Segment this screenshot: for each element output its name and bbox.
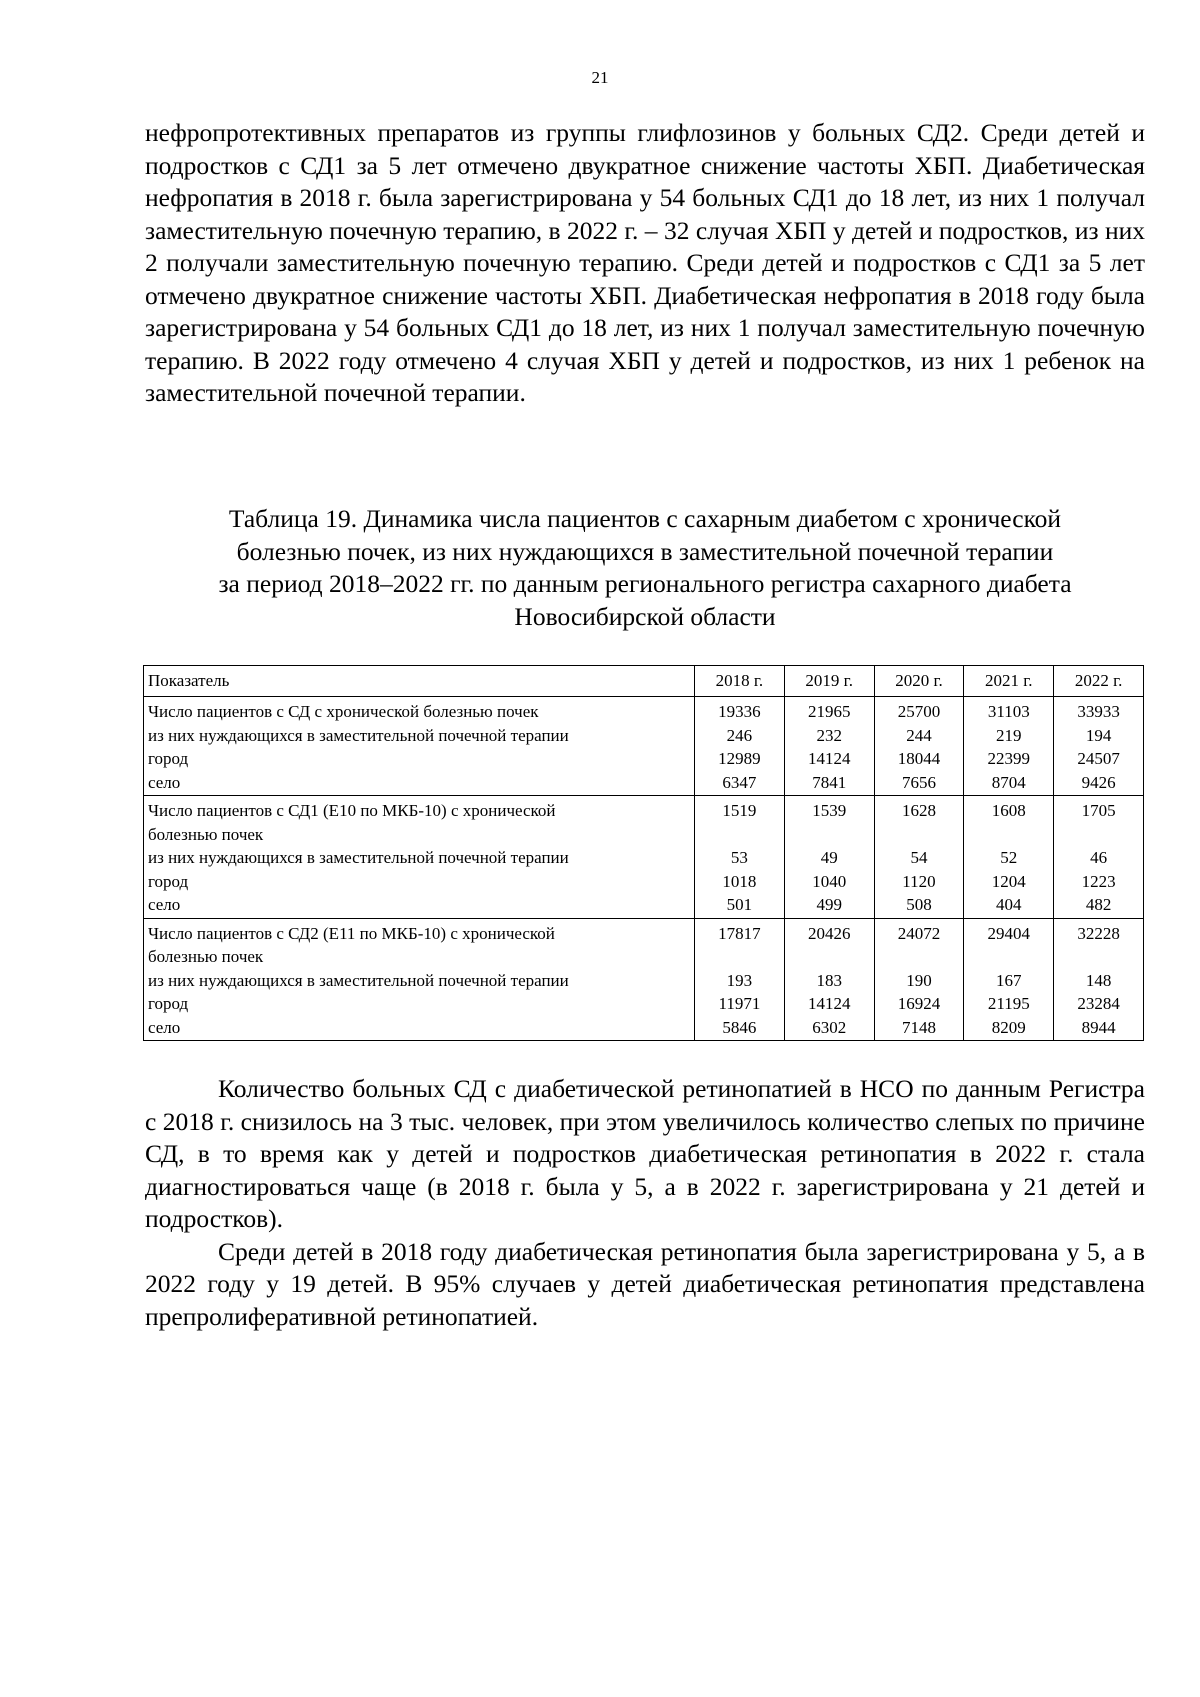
value: 194	[1085, 725, 1112, 745]
value-cell	[784, 796, 874, 919]
intro-section	[145, 117, 1145, 410]
value: 24507	[1077, 749, 1120, 768]
value-spacer	[699, 945, 780, 969]
value-cell	[1054, 918, 1144, 1041]
value: 19336	[718, 702, 761, 721]
value: 1018	[722, 871, 757, 891]
value: 32228	[1077, 923, 1120, 943]
value: 17817	[718, 923, 761, 943]
value: 5846	[722, 1017, 757, 1037]
value: 23284	[1077, 994, 1120, 1013]
value: 193	[726, 970, 753, 990]
value: 14124	[807, 994, 851, 1013]
page-number: 21	[591, 68, 609, 87]
value: 404	[996, 895, 1022, 914]
table-caption-line: Таблица 19. Динамика числа пациентов с сахарным диабетом с хронической	[228, 504, 1062, 533]
row-label-line: из них нуждающихся в заместительной почечной терапии	[148, 725, 569, 745]
value: 31103	[987, 702, 1030, 721]
row-label-line: город	[148, 749, 189, 768]
value-spacer	[968, 823, 1049, 847]
value-spacer	[879, 823, 960, 847]
value-cell	[784, 918, 874, 1041]
row-label-line: село	[148, 772, 181, 792]
row-label-line: болезнью почек	[148, 824, 264, 844]
value: 25700	[897, 702, 941, 721]
value: 1040	[812, 871, 847, 891]
value: 1120	[902, 871, 936, 891]
value-spacer	[1058, 823, 1139, 847]
row-label-line: из них нуждающихся в заместительной почечной терапии	[148, 970, 569, 990]
value: 8944	[1081, 1017, 1116, 1037]
data-table	[143, 665, 1144, 1041]
value: 232	[816, 725, 842, 745]
value-cell	[964, 918, 1054, 1041]
value: 22399	[987, 749, 1031, 768]
value: 190	[906, 970, 932, 990]
value-cell	[1054, 697, 1144, 796]
value: 21965	[807, 702, 851, 721]
value-cell	[784, 697, 874, 796]
value: 29404	[987, 923, 1031, 943]
table-row	[144, 796, 1144, 919]
value: 244	[906, 725, 932, 745]
header-cell-year: 2020 г.	[874, 666, 964, 697]
value: 501	[726, 895, 753, 914]
value: 16924	[897, 994, 941, 1013]
value: 7148	[901, 1017, 936, 1037]
value: 7656	[901, 772, 936, 792]
body-paragraph: Количество больных СД с диабетической ретинопатией в НСО по данным Регистра с 2018 г. снизилось на 3 тыс. человек, при этом увеличилось количество слепых по причине СД, в то время как у детей и подростков диабетическая ретинопатия в 2022 г. стала диагностироваться чаще (в 2018 г. была у 5, а в 2022 г. зарегистрирована у 21 детей и подростков).	[145, 1074, 1145, 1233]
value-cell	[874, 918, 964, 1041]
value: 148	[1085, 970, 1112, 990]
value: 482	[1085, 895, 1112, 914]
row-label-cell	[144, 697, 695, 796]
row-label-line: село	[148, 1017, 181, 1037]
value: 24072	[897, 923, 941, 943]
row-label-cell	[144, 796, 695, 919]
value-spacer	[968, 945, 1049, 969]
value: 20426	[807, 923, 851, 943]
value: 1608	[991, 801, 1026, 820]
row-label-line: Число пациентов с СД1 (Е10 по МКБ-10) с хронической	[148, 801, 556, 820]
value: 52	[1000, 848, 1018, 867]
table-header-row	[144, 666, 1144, 697]
intro-paragraph: нефропротективных препаратов из группы глифлозинов у больных СД2. Среди детей и подростков с СД1 за 5 лет отмечено двукратное снижение частоты ХБП. Диабетическая нефропатия в 2018 г. была зарегистрирована у 54 больных СД1 до 18 лет, из них 1 получал заместительную почечную терапию, в 2022 г. – 32 случая ХБП у детей и подростков, из них 2 получали заместительную почечную терапию. Среди детей и подростков с СД1 за 5 лет отмечено двукратное снижение частоты ХБП. Диабетическая нефропатия в 2018 году была зарегистрирована у 54 больных СД1 до 18 лет, из них 1 получал заместительную почечную терапию. В 2022 году отмечено 4 случая ХБП у детей и подростков, из них 1 ребенок на заместительной почечной терапии.	[145, 118, 1145, 407]
table-caption-line: болезнью почек, из них нуждающихся в заместительной почечной терапии	[236, 536, 1054, 566]
value: 12989	[718, 749, 761, 768]
value: 54	[910, 848, 928, 867]
row-label-line: город	[148, 871, 189, 891]
value: 1539	[812, 801, 847, 820]
value-spacer	[699, 823, 780, 847]
row-label-line: болезнью почек	[148, 947, 264, 966]
value: 49	[820, 848, 838, 867]
row-label-line: из них нуждающихся в заместительной почечной терапии	[148, 848, 569, 867]
value: 508	[906, 895, 932, 914]
value-cell	[874, 796, 964, 919]
value-spacer	[1058, 945, 1139, 969]
value: 1705	[1081, 801, 1116, 820]
value: 1519	[722, 801, 757, 820]
value: 8209	[991, 1017, 1026, 1037]
value: 499	[816, 895, 842, 914]
value: 167	[996, 970, 1022, 990]
value: 11971	[718, 994, 761, 1013]
table-row	[144, 697, 1144, 796]
row-label-line: село	[148, 895, 181, 914]
table-row	[144, 918, 1144, 1041]
value-cell	[695, 796, 785, 919]
row-label-cell	[144, 918, 695, 1041]
value-cell	[964, 796, 1054, 919]
value: 8704	[991, 772, 1026, 792]
value: 46	[1090, 848, 1108, 867]
value: 1628	[901, 801, 936, 820]
value-spacer	[789, 945, 870, 969]
value: 6347	[722, 772, 757, 792]
value-cell	[695, 918, 785, 1041]
value: 21195	[987, 994, 1030, 1013]
value: 53	[730, 848, 748, 867]
value: 6302	[812, 1017, 847, 1037]
value-cell	[695, 697, 785, 796]
header-cell-indicator: Показатель	[144, 666, 695, 697]
table-caption-line: Новосибирской области	[514, 601, 776, 631]
value: 33933	[1077, 702, 1120, 721]
value: 183	[816, 970, 842, 990]
value-cell	[874, 697, 964, 796]
header-cell-year: 2019 г.	[784, 666, 874, 697]
value: 14124	[807, 749, 851, 768]
header-cell-year: 2022 г.	[1054, 666, 1144, 697]
header-cell-year: 2018 г.	[695, 666, 785, 697]
row-label-line: город	[148, 994, 189, 1013]
row-label-line: Число пациентов с СД2 (Е11 по МКБ-10) с хронической	[148, 923, 555, 943]
value-cell	[964, 697, 1054, 796]
value: 18044	[897, 749, 941, 768]
value-spacer	[879, 945, 960, 969]
value-spacer	[789, 823, 870, 847]
header-cell-year: 2021 г.	[964, 666, 1054, 697]
value-cell	[1054, 796, 1144, 919]
value: 1204	[991, 871, 1026, 891]
table-caption	[145, 503, 1145, 633]
row-label-line: Число пациентов с СД с хронической болезнью почек	[148, 702, 539, 721]
value: 219	[996, 725, 1022, 745]
table-caption-line: за период 2018–2022 гг. по данным регионального регистра сахарного диабета	[218, 569, 1072, 598]
outro-section	[145, 1073, 1145, 1333]
body-paragraph: Среди детей в 2018 году диабетическая ретинопатия была зарегистрирована у 5, а в 2022 году у 19 детей. В 95% случаев у детей диабетическая ретинопатия представлена препролиферативной ретинопатией.	[145, 1236, 1145, 1331]
value: 9426	[1081, 772, 1116, 792]
value: 1223	[1081, 871, 1116, 891]
value: 246	[726, 725, 753, 745]
value: 7841	[812, 772, 847, 792]
